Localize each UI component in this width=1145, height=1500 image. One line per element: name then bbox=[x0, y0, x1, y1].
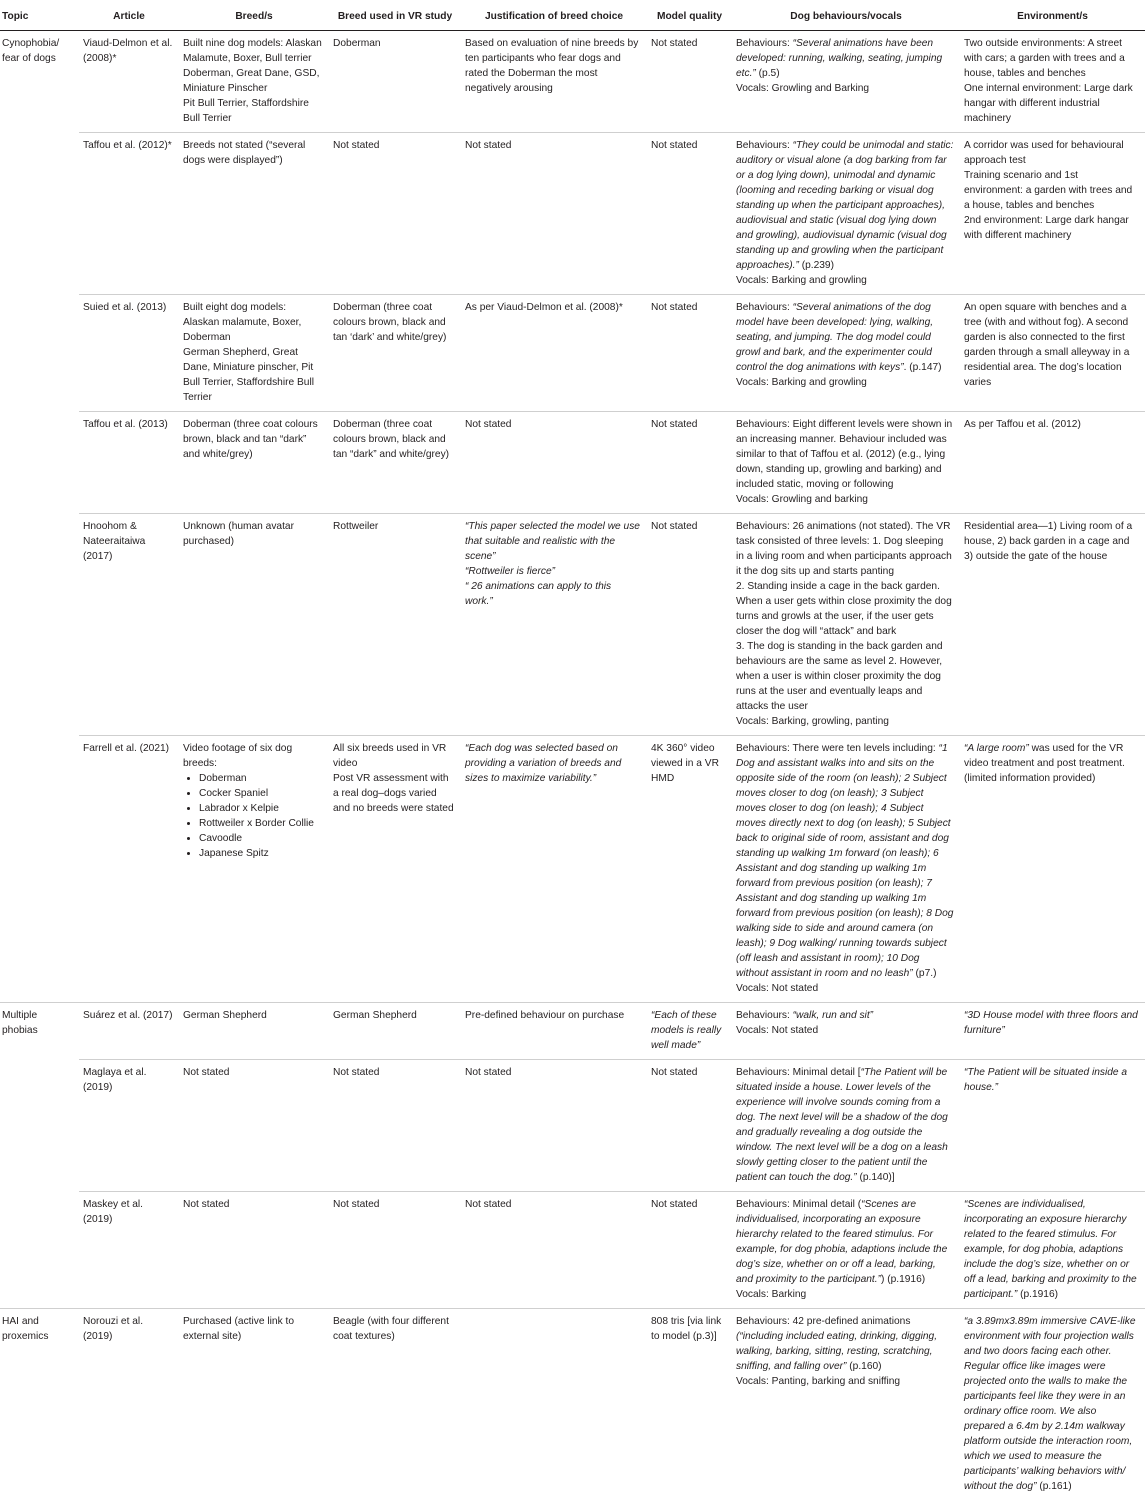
topic-cell bbox=[0, 412, 79, 514]
beh-suffix: (p.239) bbox=[799, 260, 834, 271]
list-item: • Doberman bbox=[199, 771, 323, 786]
behaviours-cell bbox=[732, 1309, 960, 1500]
beh-prefix: Behaviours: Minimal detail [ bbox=[736, 1067, 861, 1078]
beh-suffix: (p.160) bbox=[846, 1361, 881, 1372]
table-row bbox=[0, 31, 1145, 133]
breeds-line: Doberman, Great Dane, GSD, Miniature Pinscher bbox=[183, 66, 323, 96]
beh-prefix: Behaviours: bbox=[736, 38, 793, 49]
header-topic: Topic bbox=[0, 6, 79, 31]
env-rest: (p.161) bbox=[1037, 1481, 1072, 1492]
header-row bbox=[0, 6, 1145, 31]
behaviours-cell bbox=[732, 1060, 960, 1192]
article-cell: Norouzi et al. (2019) bbox=[79, 1309, 179, 1500]
quality-cell: 808 tris [via link to model (p.3)] bbox=[647, 1309, 732, 1500]
article-cell: Hnoohom & Nateeraitaiwa (2017) bbox=[79, 514, 179, 736]
beh-prefix: Behaviours: 42 pre-defined animations bbox=[736, 1316, 910, 1327]
breeds-line: Pit Bull Terrier, Staffordshire Bull Terrier bbox=[183, 96, 323, 126]
breed-vr-cell: Doberman (three coat colours brown, black and tan ‘dark’ and white/grey) bbox=[329, 295, 461, 412]
breed-table bbox=[0, 6, 1145, 1500]
beh-line: 3. The dog is standing in the back garden and behaviours are the same as level 2. However, when a user is within closer proximity the dog runs at the user and eventually leaps and attacks the user bbox=[736, 639, 954, 714]
environment-cell bbox=[960, 1060, 1145, 1192]
breeds-cell: Doberman (three coat colours brown, black and tan “dark” and white/grey) bbox=[179, 412, 329, 514]
breed-vr-cell: Rottweiler bbox=[329, 514, 461, 736]
beh-suffix: (p.5) bbox=[756, 68, 780, 79]
breeds-list bbox=[183, 771, 323, 861]
behaviours-cell bbox=[732, 736, 960, 1003]
table-row bbox=[0, 1192, 1145, 1309]
beh-prefix: Behaviours: There were ten levels including: bbox=[736, 743, 939, 754]
env-quote: “A large room” bbox=[964, 743, 1029, 754]
list-item: • Labrador x Kelpie bbox=[199, 801, 323, 816]
justification-cell: Pre-defined behaviour on purchase bbox=[461, 1003, 647, 1060]
env-line: A corridor was used for behavioural approach test bbox=[964, 138, 1139, 168]
breeds-line: Built nine dog models: Alaskan Malamute, Boxer, Bull terrier bbox=[183, 36, 323, 66]
justification-cell: Not stated bbox=[461, 133, 647, 295]
vocals: Vocals: Barking and growling bbox=[736, 375, 954, 390]
quality-cell: Not stated bbox=[647, 1060, 732, 1192]
table-row bbox=[0, 295, 1145, 412]
breeds-line: German Shepherd, Great Dane, Miniature pinscher, Pit Bull Terrier, Staffordshire Bull Terrier bbox=[183, 345, 323, 405]
vocals: Vocals: Not stated bbox=[736, 1023, 954, 1038]
environment-cell bbox=[960, 1003, 1145, 1060]
environment-cell bbox=[960, 31, 1145, 133]
header-behaviours: Dog behaviours/vocals bbox=[732, 6, 960, 31]
topic-cell bbox=[0, 1192, 79, 1309]
topic-cell bbox=[0, 514, 79, 736]
env-line: 2nd environment: Large dark hangar with different machinery bbox=[964, 213, 1139, 243]
beh-quote: “1 Dog and assistant walks into and sits on the opposite side of the room (on leash); 2 Subject moves closer to dog (on leash); 3 Subject moves closer to dog (on leash); 4 Subject moves directly next to dog (on leash); 5 Subject back to original side of room, assistant and dog standing up walking 1m forward (on leash); 6 Assistant and dog standing up walking 1m forward from previous position (on leash); 7 Assistant and dog standing up walking 1m forward from previous position (on leash); 8 Dog walking side to side and around camera (on leash); 9 Dog walking/ running towards subject (off leash and assistant in room); 10 Dog without assistant in room and no leash” bbox=[736, 743, 953, 979]
breed-vr-cell: German Shepherd bbox=[329, 1003, 461, 1060]
env-line: Training scenario and 1st environment: a garden with trees and a house, tables and benches bbox=[964, 168, 1139, 213]
breed-vr-line: Post VR assessment with a real dog–dogs varied and no breeds were stated bbox=[333, 771, 455, 816]
justification-line: “This paper selected the model we use that suitable and realistic with the scene” bbox=[465, 519, 641, 564]
env-rest: was used for the VR video treatment and post treatment. (limited information provided) bbox=[964, 743, 1125, 784]
quality-cell: Not stated bbox=[647, 295, 732, 412]
vocals: Vocals: Panting, barking and sniffing bbox=[736, 1374, 954, 1389]
quality-cell: Not stated bbox=[647, 514, 732, 736]
breed-vr-cell: Not stated bbox=[329, 133, 461, 295]
behaviours-cell bbox=[732, 412, 960, 514]
vocals: Vocals: Barking bbox=[736, 1287, 954, 1302]
quality-cell: Not stated bbox=[647, 1192, 732, 1309]
env-quote: “a 3.89mx3.89m immersive CAVE-like environment with four projection walls and two doors facing each other. Regular office like images were projected onto the walls to make the participants feel like they were in an ordinary office room. We also prepared a 6.4m by 2.14m walkway platform outside the interaction room, which we used to measure the participants’ walking behaviors with/ without the dog” bbox=[964, 1316, 1136, 1492]
behaviours-cell bbox=[732, 1003, 960, 1060]
beh-prefix: Behaviours: bbox=[736, 302, 793, 313]
header-quality: Model quality bbox=[647, 6, 732, 31]
environment-cell: Residential area—1) Living room of a house, 2) back garden in a cage and 3) outside the gate of the house bbox=[960, 514, 1145, 736]
env-quote: “The Patient will be situated inside a house.” bbox=[964, 1067, 1127, 1093]
table-row bbox=[0, 736, 1145, 1003]
breed-vr-cell: Doberman (three coat colours brown, black and tan “dark” and white/grey) bbox=[329, 412, 461, 514]
list-item: • Rottweiler x Border Collie bbox=[199, 816, 323, 831]
list-item: • Cavoodle bbox=[199, 831, 323, 846]
vocals: Vocals: Barking, growling, panting bbox=[736, 714, 954, 729]
behaviours-cell bbox=[732, 31, 960, 133]
table-row bbox=[0, 133, 1145, 295]
quality-cell: 4K 360° video viewed in a VR HMD bbox=[647, 736, 732, 1003]
justification-cell: “Each dog was selected based on providing a variation of breeds and sizes to maximize variability.” bbox=[461, 736, 647, 1003]
breeds-cell: Breeds not stated (“several dogs were displayed”) bbox=[179, 133, 329, 295]
env-line: Two outside environments: A street with cars; a garden with trees and a house, tables and benches bbox=[964, 36, 1139, 81]
article-cell: Suárez et al. (2017) bbox=[79, 1003, 179, 1060]
quality-cell: Not stated bbox=[647, 133, 732, 295]
vocals: Vocals: Barking and growling bbox=[736, 273, 954, 288]
justification-cell: Based on evaluation of nine breeds by ten participants who fear dogs and rated the Doberman the most negatively arousing bbox=[461, 31, 647, 133]
justification-cell: Not stated bbox=[461, 1192, 647, 1309]
breeds-line: Built eight dog models: Alaskan malamute, Boxer, Doberman bbox=[183, 300, 323, 345]
list-item: • Japanese Spitz bbox=[199, 846, 323, 861]
beh-suffix: (p7.) bbox=[913, 968, 937, 979]
beh-prefix: Behaviours: bbox=[736, 1010, 793, 1021]
environment-cell bbox=[960, 1309, 1145, 1500]
beh-quote: “Several animations have been developed: running, walking, seating, jumping etc.” bbox=[736, 38, 942, 79]
list-item: • Cocker Spaniel bbox=[199, 786, 323, 801]
breeds-cell bbox=[179, 31, 329, 133]
article-cell: Maskey et al. (2019) bbox=[79, 1192, 179, 1309]
beh-quote: “walk, run and sit” bbox=[793, 1010, 873, 1021]
topic-cell: Cynophobia/ fear of dogs bbox=[0, 31, 79, 133]
topic-cell bbox=[0, 133, 79, 295]
behaviours-cell bbox=[732, 514, 960, 736]
breeds-cell: Not stated bbox=[179, 1060, 329, 1192]
justification-cell bbox=[461, 514, 647, 736]
quality-cell: Not stated bbox=[647, 31, 732, 133]
breeds-cell: Purchased (active link to external site) bbox=[179, 1309, 329, 1500]
beh-quote: “They could be unimodal and static: auditory or visual alone (a dog barking from far or a dog lying down), unimodal and dynamic (looming and receding barking or visual dog standing up when the participant approaches), audiovisual and static (visual dog lying down and growling), audiovisual dynamic (visual dog standing up and growling when the participant approaches).” bbox=[736, 140, 953, 271]
env-quote: “Scenes are individualised, incorporating an exposure hierarchy related to the feared stimulus. For example, for dog phobia, adaptions include the dog’s size, whether on or off a lead, barking and proximity to the participant.” bbox=[964, 1199, 1137, 1300]
table-row bbox=[0, 1003, 1145, 1060]
vocals: Vocals: Not stated bbox=[736, 981, 954, 996]
beh-suffix: . (p.147) bbox=[904, 362, 942, 373]
header-justification: Justification of breed choice bbox=[461, 6, 647, 31]
justification-cell: Not stated bbox=[461, 1060, 647, 1192]
justification-cell bbox=[461, 1309, 647, 1500]
beh-quote: (“including included eating, drinking, digging, walking, barking, sitting, resting, scratching, sniffing, and falling over” bbox=[736, 1331, 937, 1372]
quality-cell: “Each of these models is really well made” bbox=[647, 1003, 732, 1060]
table-row bbox=[0, 514, 1145, 736]
environment-cell bbox=[960, 736, 1145, 1003]
table-row bbox=[0, 1060, 1145, 1192]
env-quote: “3D House model with three floors and furniture” bbox=[964, 1010, 1138, 1036]
behaviours-cell bbox=[732, 1192, 960, 1309]
breed-vr-cell: Not stated bbox=[329, 1060, 461, 1192]
article-cell: Viaud-Delmon et al. (2008)* bbox=[79, 31, 179, 133]
breeds-cell: German Shepherd bbox=[179, 1003, 329, 1060]
environment-cell: An open square with benches and a tree (with and without fog). A second garden is also connected to the first garden through a small alleyway in a residential area. The dog’s location varies bbox=[960, 295, 1145, 412]
header-environment: Environment/s bbox=[960, 6, 1145, 31]
beh-quote: “Several animations of the dog model have been developed: lying, walking, seating, and jumping. The dog model could growl and bark, and the experimenter could control the dog animations with keys” bbox=[736, 302, 933, 373]
beh-quote: “The Patient will be situated inside a house. Lower levels of the experience will involve sounds coming from a dog. The next level will be a shadow of the dog and gradually revealing a dog outside the window. The next level will be a dog on a leash slowly getting closer to the patient until the patient can touch the dog.” bbox=[736, 1067, 948, 1183]
behaviours-cell bbox=[732, 295, 960, 412]
breed-vr-cell: Beagle (with four different coat textures) bbox=[329, 1309, 461, 1500]
justification-cell: Not stated bbox=[461, 412, 647, 514]
beh-line: 2. Standing inside a cage in the back garden. When a user gets within close proximity the dog turns and growls at the user, if the user gets closer the dog will “attack” and bark bbox=[736, 579, 954, 639]
header-breeds: Breed/s bbox=[179, 6, 329, 31]
behaviours-cell bbox=[732, 133, 960, 295]
beh-prefix: Behaviours: Eight different levels were shown in an increasing manner. Behaviour included was similar to that of Taffou et al. (2012) (e.g., lying down, standing up, growling and barking) and included static, moving or following bbox=[736, 419, 952, 490]
vocals: Vocals: Growling and Barking bbox=[736, 81, 954, 96]
breeds-cell: Unknown (human avatar purchased) bbox=[179, 514, 329, 736]
article-cell: Farrell et al. (2021) bbox=[79, 736, 179, 1003]
justification-line: “ 26 animations can apply to this work.” bbox=[465, 579, 641, 609]
topic-cell bbox=[0, 736, 79, 1003]
header-breed-vr: Breed used in VR study bbox=[329, 6, 461, 31]
topic-cell bbox=[0, 1060, 79, 1192]
topic-cell bbox=[0, 295, 79, 412]
table-row bbox=[0, 412, 1145, 514]
beh-quote: “Scenes are individualised, incorporating an exposure hierarchy related to the feared stimulus. For example, for dog phobia, adaptions include the dog’s size, whether on or off a lead, barking, and proximity to the participant.” bbox=[736, 1199, 947, 1285]
topic-cell: Multiple phobias bbox=[0, 1003, 79, 1060]
vocals: Vocals: Growling and barking bbox=[736, 492, 954, 507]
article-cell: Taffou et al. (2012)* bbox=[79, 133, 179, 295]
justification-cell: As per Viaud-Delmon et al. (2008)* bbox=[461, 295, 647, 412]
article-cell: Suied et al. (2013) bbox=[79, 295, 179, 412]
breed-vr-line: All six breeds used in VR video bbox=[333, 741, 455, 771]
article-cell: Maglaya et al. (2019) bbox=[79, 1060, 179, 1192]
table-row bbox=[0, 1309, 1145, 1500]
env-rest: (p.1916) bbox=[1017, 1289, 1058, 1300]
breeds-intro: Video footage of six dog breeds: bbox=[183, 741, 323, 771]
quality-cell: Not stated bbox=[647, 412, 732, 514]
beh-prefix: Behaviours: Minimal detail ( bbox=[736, 1199, 861, 1210]
breed-vr-cell: Doberman bbox=[329, 31, 461, 133]
environment-cell bbox=[960, 133, 1145, 295]
breeds-cell bbox=[179, 736, 329, 1003]
beh-suffix: ) (p.1916) bbox=[881, 1274, 925, 1285]
beh-prefix: Behaviours: bbox=[736, 140, 793, 151]
header-article: Article bbox=[79, 6, 179, 31]
env-line: One internal environment: Large dark hangar with different industrial machinery bbox=[964, 81, 1139, 126]
environment-cell bbox=[960, 1192, 1145, 1309]
topic-cell: HAI and proxemics bbox=[0, 1309, 79, 1500]
breeds-cell: Not stated bbox=[179, 1192, 329, 1309]
breed-vr-cell: Not stated bbox=[329, 1192, 461, 1309]
breed-vr-cell bbox=[329, 736, 461, 1003]
beh-suffix: (p.140)] bbox=[857, 1172, 895, 1183]
justification-line: “Rottweiler is fierce” bbox=[465, 564, 641, 579]
beh-line: Behaviours: 26 animations (not stated). The VR task consisted of three levels: 1. Dog sleeping in a living room and when participants approach it the dog sits up and starts panting bbox=[736, 519, 954, 579]
breeds-cell bbox=[179, 295, 329, 412]
article-cell: Taffou et al. (2013) bbox=[79, 412, 179, 514]
environment-cell: As per Taffou et al. (2012) bbox=[960, 412, 1145, 514]
